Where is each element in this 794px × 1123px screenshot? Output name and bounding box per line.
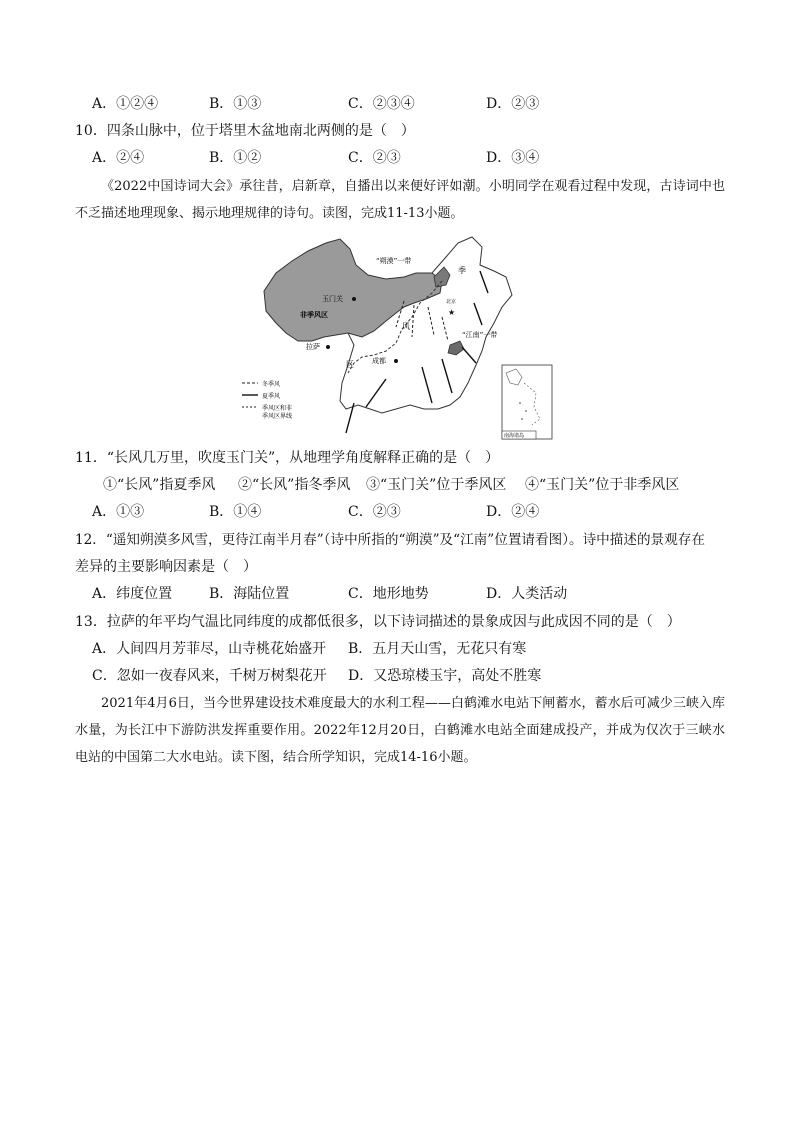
q10-option-b: B．①② [209,150,262,166]
legend-boundary-2: 季风区界线 [262,413,293,420]
q11-option-a: A．①③ [92,504,145,520]
legend-summer-monsoon: 夏季风 [262,393,281,400]
passage-baihetan-dam: 2021年4月6日，当今世界建设技术难度最大的水利工程——白鹤滩水电站下闸蓄水，蓄水后可减少三峡入库水量，为长江中下游防洪发挥重要作用。2022年12月20日，白鹤滩水电站全面建成投产，并成为仅次于三峡水电站的中国第二大水电站。读下图，结合所学知识，完成14-16小题。 [75,696,725,765]
legend-boundary-1: 季风区和非 [262,405,293,412]
q11-statement-2: ②“长风”指冬季风 [238,477,351,493]
map-label-beijing: 北京 [446,299,457,305]
q10-option-d: D．③④ [486,150,540,166]
q12-option-a: A．纬度位置 [92,586,173,602]
q13-option-b: B．五月天山雪，无花只有寒 [348,641,527,657]
map-label-chengdu: 成都 [372,357,386,365]
map-label-non-monsoon: 非季风区 [300,311,328,319]
yumenguan-point [352,297,356,301]
q11-statement-1: ①“长风”指夏季风 [103,477,216,493]
q13-option-a: A．人间四月芳菲尽，山寺桃花始盛开 [92,641,327,657]
q11-statement-3: ③“玉门关”位于季风区 [366,477,507,493]
lasa-point [326,345,330,349]
map-label-qu: 区 [346,360,354,369]
q12-stem-line1: 12．“遥知朔漠多风雪，更待江南半月春”（诗中所指的“朔漠”及“江南”位置请看图）。诗中描述的景观存在 [75,532,705,548]
map-label-lasa: 拉萨 [306,343,320,351]
beijing-star-icon: ★ [448,308,456,317]
q11-option-b: B．①④ [209,504,262,520]
south-china-sea-inset [502,365,552,439]
q11-option-d: D．②④ [486,504,540,520]
q9-option-b: B．①③ [209,96,262,112]
q13-option-c: C．忽如一夜春风来，千树万树梨花开 [92,668,327,684]
q11-option-c: C．②③ [348,504,401,520]
china-monsoon-map [236,233,554,443]
q10-stem: 10．四条山脉中，位于塔里木盆地南北两侧的是（ ） [75,123,415,139]
passage-poetry-conference: 《2022中国诗词大会》承往昔，启新章，自播出以来便好评如潮。小明同学在观看过程中发现，古诗词中也不乏描述地理现象、揭示地理规律的诗句。读图，完成11-13小题。 [75,179,725,221]
q9-option-a: A．①②④ [92,96,159,112]
map-label-shuomo: “朔漠”一带 [376,257,412,265]
q9-option-c: C．②③④ [348,96,415,112]
map-label-ji: 季 [458,266,466,275]
q13-stem: 13．拉萨的年平均气温比同纬度的成都低很多，以下诗词描述的景象成因与此成因不同的是（ ） [75,614,681,630]
q12-option-b: B．海陆位置 [209,586,290,602]
map-label-yumenguan: 玉门关 [322,295,343,303]
q10-option-a: A．②④ [92,150,145,166]
q11-stem: 11．“长风几万里，吹度玉门关”，从地理学角度解释正确的是（ ） [75,450,500,466]
legend-winter-monsoon: 冬季风 [262,381,281,388]
q11-statement-4: ④“玉门关”位于非季风区 [525,477,680,493]
map-label-feng: 风 [402,322,410,331]
q12-option-c: C．地形地势 [348,586,429,602]
map-legend [242,380,292,420]
q13-option-d: D．又恐琼楼玉宇，高处不胜寒 [348,668,542,684]
q12-stem-line2: 差异的主要影响因素是（ ） [75,559,257,575]
q10-option-c: C．②③ [348,150,401,166]
q9-option-d: D．②③ [486,96,540,112]
q12-option-d: D．人类活动 [486,586,568,602]
chengdu-point [394,359,398,363]
map-label-nanhai: 南海诸岛 [504,433,525,439]
map-label-jiangnan: “江南”一带 [462,331,498,339]
